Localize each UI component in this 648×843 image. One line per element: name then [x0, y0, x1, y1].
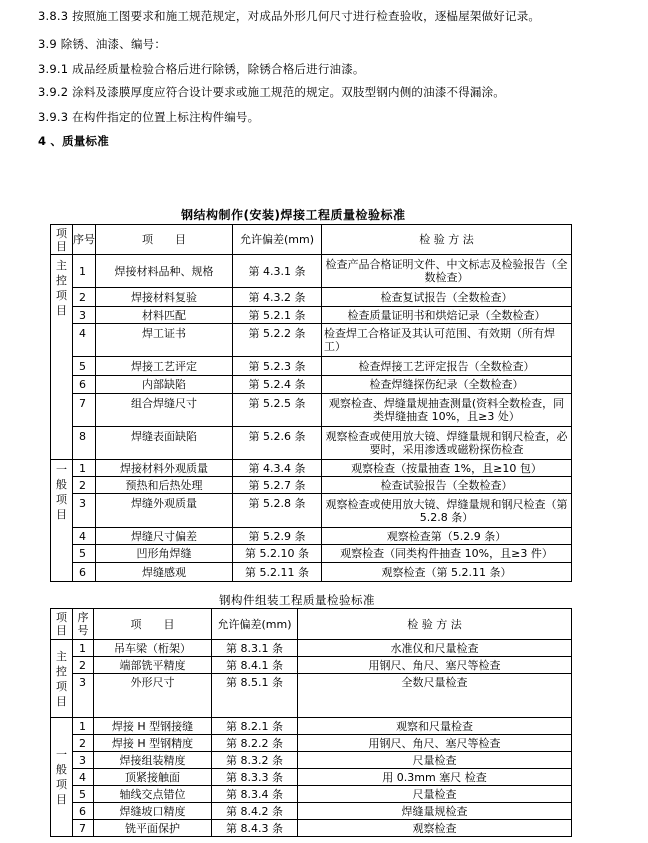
- row-method: 检查焊接工艺评定报告（全数检查）: [322, 357, 572, 376]
- row-item: 顶紧接触面: [94, 769, 212, 786]
- row-item: 凹形角焊缝: [96, 545, 233, 563]
- row-method: 用 0.3mm 塞尺 检查: [298, 769, 572, 786]
- header-seq: 序号: [73, 225, 96, 255]
- table-row: [51, 657, 572, 674]
- row-method: 尺量检查: [298, 752, 572, 769]
- paragraph-3-9: 3.9 除锈、油漆、编号：: [38, 37, 167, 51]
- row-seq: 5: [73, 545, 96, 563]
- row-seq: 3: [73, 674, 94, 718]
- row-allow: 第 5.2.2 条: [233, 324, 322, 357]
- row-item: 预热和后热处理: [96, 477, 233, 494]
- row-item: 焊缝表面缺陷: [96, 427, 233, 460]
- header-seq: 序号: [73, 609, 94, 640]
- table-row: [51, 288, 572, 307]
- row-allow: 第 8.2.2 条: [212, 735, 298, 752]
- row-seq: 6: [73, 803, 94, 820]
- row-item: 焊缝坡口精度: [94, 803, 212, 820]
- table-row: [51, 460, 572, 477]
- row-allow: 第 4.3.4 条: [233, 460, 322, 477]
- row-allow: 第 5.2.5 条: [233, 394, 322, 427]
- row-seq: 2: [73, 657, 94, 674]
- header-item: 项 目: [96, 225, 233, 255]
- paragraph-3-9-3: 3.9.3 在构件指定的位置上标注构件编号。: [38, 110, 260, 124]
- table-row: [51, 735, 572, 752]
- row-item: 焊接 H 型钢接缝: [94, 718, 212, 735]
- row-allow: 第 8.3.3 条: [212, 769, 298, 786]
- row-item: 吊车梁（桁架）: [94, 640, 212, 657]
- row-allow: 第 5.2.11 条: [233, 563, 322, 582]
- header-allow: 允许偏差(mm): [212, 609, 298, 640]
- row-method: 观察检查或使用放大镜、焊缝量规和钢尺检查，必要时，采用渗透或磁粉探伤检查: [322, 427, 572, 460]
- group-label-main-control: 主控项目: [51, 640, 73, 718]
- row-allow: 第 5.2.6 条: [233, 427, 322, 460]
- row-item: 内部缺陷: [96, 376, 233, 394]
- row-allow: 第 8.3.2 条: [212, 752, 298, 769]
- header-method: 检 验 方 法: [298, 609, 572, 640]
- row-method: 全数尺量检查: [298, 674, 572, 718]
- row-seq: 3: [73, 752, 94, 769]
- row-method: 检查试验报告（全数检查）: [322, 477, 572, 494]
- table-row: [51, 820, 572, 837]
- table-header-row: [51, 609, 572, 640]
- row-method: 检查复试报告（全数检查）: [322, 288, 572, 307]
- row-allow: 第 5.2.9 条: [233, 528, 322, 545]
- table-row: [51, 394, 572, 427]
- row-method: 观察检查第（5.2.9 条）: [322, 528, 572, 545]
- header-method: 检 验 方 法: [322, 225, 572, 255]
- table-row: [51, 640, 572, 657]
- row-method: 观察检查: [298, 820, 572, 837]
- paragraph-3-9-2: 3.9.2 涂料及漆膜厚度应符合设计要求或施工规范的规定。双肢型钢内侧的油漆不得漏涂。: [38, 85, 506, 99]
- row-allow: 第 8.3.1 条: [212, 640, 298, 657]
- row-allow: 第 8.4.1 条: [212, 657, 298, 674]
- table-row: [51, 786, 572, 803]
- group-label-main-control: 主控项目: [51, 255, 73, 460]
- row-item: 焊接工艺评定: [96, 357, 233, 376]
- row-method: 尺量检查: [298, 786, 572, 803]
- table-row: [51, 545, 572, 563]
- table-row: [51, 477, 572, 494]
- table-row: [51, 376, 572, 394]
- welding-quality-table: [50, 224, 572, 582]
- row-allow: 第 8.3.4 条: [212, 786, 298, 803]
- assembly-quality-table: [50, 608, 572, 837]
- row-method: 用钢尺、角尺、塞尺等检查: [298, 657, 572, 674]
- header-group: 项目: [51, 225, 73, 255]
- group-label-general: 一般项目: [51, 718, 73, 837]
- row-item: 焊接组装精度: [94, 752, 212, 769]
- row-method: 检查产品合格证明文件、中文标志及检验报告（全数检查）: [322, 255, 572, 288]
- row-seq: 1: [73, 640, 94, 657]
- table-header-row: [51, 225, 572, 255]
- group-label-general: 一般项目: [51, 460, 73, 582]
- row-seq: 2: [73, 735, 94, 752]
- row-seq: 3: [73, 494, 96, 528]
- table-row: [51, 769, 572, 786]
- table-row: [51, 324, 572, 357]
- row-item: 材料匹配: [96, 307, 233, 324]
- row-allow: 第 5.2.8 条: [233, 494, 322, 528]
- row-item: 焊缝外观质量: [96, 494, 233, 528]
- row-seq: 1: [73, 255, 96, 288]
- row-seq: 4: [73, 769, 94, 786]
- row-item: 焊接材料品种、规格: [96, 255, 233, 288]
- row-allow: 第 8.2.1 条: [212, 718, 298, 735]
- row-seq: 2: [73, 477, 96, 494]
- row-item: 焊缝感观: [96, 563, 233, 582]
- table-row: [51, 528, 572, 545]
- row-seq: 1: [73, 460, 96, 477]
- row-item: 端部铣平精度: [94, 657, 212, 674]
- row-seq: 3: [73, 307, 96, 324]
- table-row: [51, 307, 572, 324]
- row-item: 轴线交点错位: [94, 786, 212, 803]
- row-allow: 第 8.5.1 条: [212, 674, 298, 718]
- row-seq: 5: [73, 786, 94, 803]
- row-seq: 6: [73, 376, 96, 394]
- row-allow: 第 5.2.1 条: [233, 307, 322, 324]
- row-seq: 7: [73, 394, 96, 427]
- table2-title: 钢构件组装工程质量检验标准: [219, 593, 375, 607]
- row-method: 检查质量证明书和烘焙记录（全数检查）: [322, 307, 572, 324]
- header-allow: 允许偏差(mm): [233, 225, 322, 255]
- row-allow: 第 5.2.7 条: [233, 477, 322, 494]
- row-seq: 7: [73, 820, 94, 837]
- table-row: [51, 427, 572, 460]
- row-method: 观察检查（按量抽查 1%，且≥10 包）: [322, 460, 572, 477]
- row-seq: 2: [73, 288, 96, 307]
- row-method: 观察检查或使用放大镜、焊缝量规和钢尺检查（第 5.2.8 条）: [322, 494, 572, 528]
- table-row: [51, 718, 572, 735]
- row-method: 检查焊缝探伤纪录（全数检查）: [322, 376, 572, 394]
- paragraph-3-8-3: 3.8.3 按照施工图要求和施工规范规定，对成品外形几何尺寸进行检查验收，逐榀屋架做好记录。: [38, 9, 541, 23]
- table1-title: 钢结构制作(安装)焊接工程质量检验标准: [181, 208, 406, 222]
- row-allow: 第 5.2.3 条: [233, 357, 322, 376]
- row-allow: 第 5.2.10 条: [233, 545, 322, 563]
- row-item: 外形尺寸: [94, 674, 212, 718]
- row-allow: 第 5.2.4 条: [233, 376, 322, 394]
- row-method: 观察检查（同类构件抽查 10%，且≥3 件）: [322, 545, 572, 563]
- row-item: 焊缝尺寸偏差: [96, 528, 233, 545]
- table-row: [51, 255, 572, 288]
- header-group: 项目: [51, 609, 73, 640]
- row-allow: 第 4.3.1 条: [233, 255, 322, 288]
- header-item: 项 目: [94, 609, 212, 640]
- table-row: [51, 563, 572, 582]
- row-method: 观察检查（第 5.2.11 条）: [322, 563, 572, 582]
- row-method: 焊缝量规检查: [298, 803, 572, 820]
- table-row: [51, 752, 572, 769]
- table-row: [51, 674, 572, 718]
- section-heading-quality-standard: 4 、质量标准: [38, 134, 109, 148]
- row-method: 检查焊工合格证及其认可范围、有效期（所有焊工）: [322, 324, 572, 357]
- row-allow: 第 4.3.2 条: [233, 288, 322, 307]
- row-item: 焊接材料复验: [96, 288, 233, 307]
- row-method: 水准仪和尺量检查: [298, 640, 572, 657]
- row-allow: 第 8.4.2 条: [212, 803, 298, 820]
- paragraph-3-9-1: 3.9.1 成品经质量检验合格后进行除锈，除锈合格后进行油漆。: [38, 62, 365, 76]
- row-seq: 5: [73, 357, 96, 376]
- row-seq: 1: [73, 718, 94, 735]
- row-method: 用钢尺、角尺、塞尺等检查: [298, 735, 572, 752]
- table-row: [51, 357, 572, 376]
- row-allow: 第 8.4.3 条: [212, 820, 298, 837]
- row-item: 铣平面保护: [94, 820, 212, 837]
- row-seq: 6: [73, 563, 96, 582]
- row-item: 焊工证书: [96, 324, 233, 357]
- table-row: [51, 494, 572, 528]
- row-seq: 8: [73, 427, 96, 460]
- row-item: 焊接材料外观质量: [96, 460, 233, 477]
- row-seq: 4: [73, 528, 96, 545]
- row-item: 焊接 H 型钢精度: [94, 735, 212, 752]
- row-item: 组合焊缝尺寸: [96, 394, 233, 427]
- table-row: [51, 803, 572, 820]
- row-seq: 4: [73, 324, 96, 357]
- row-method: 观察和尺量检查: [298, 718, 572, 735]
- row-method: 观察检查、焊缝量规抽查测量(资料全数检查，同类焊缝抽查 10%，且≥3 处）: [322, 394, 572, 427]
